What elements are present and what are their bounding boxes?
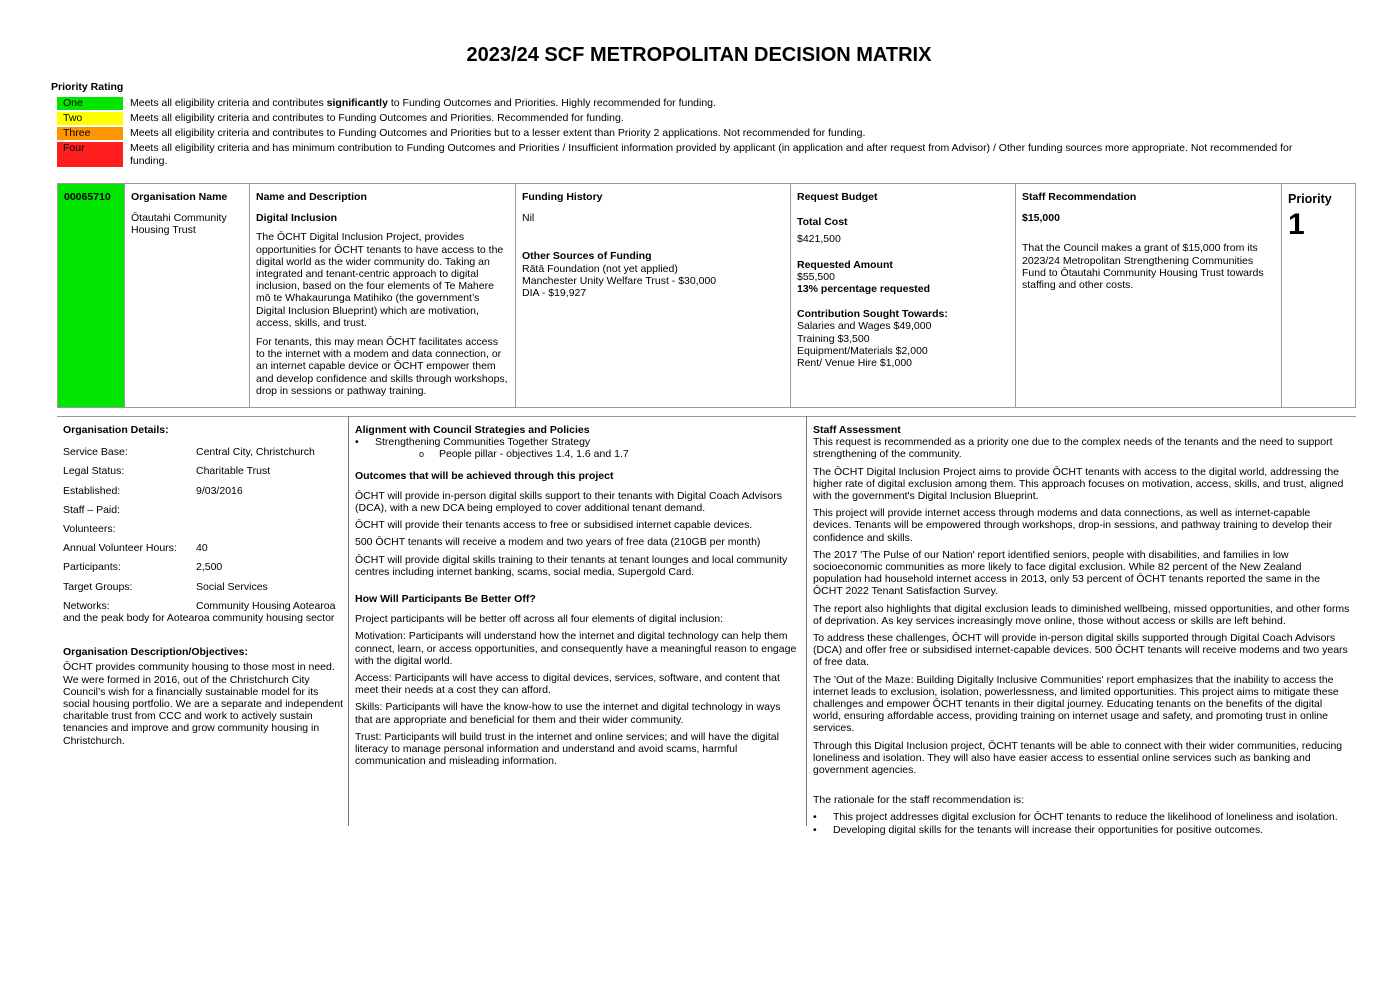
- assessment-paragraph: The ŌCHT Digital Inclusion Project aims to provide ŌCHT tenants with access to the digital world, addressing the higher rate of digital exclusion among them. This approach focuses on motivation, access, skills, and trust, aligned with the government's Digital Inclusion Blueprint.: [813, 465, 1344, 503]
- project-description-2: For tenants, this may mean ŌCHT facilitates access to the internet with a modem and data connection, or an internet capable device or ŌCHT empower them and develop confidence and skills through workshops, drop in sessions or pathway training.: [256, 336, 508, 397]
- project-description-1: The ŌCHT Digital Inclusion Project, provides opportunities for ŌCHT tenants to have access to the digital world as the wider community do. Taking an integrated and tenant-centric approach to digital inclusion, based on the four elements of Te Mahere mō te Whakaurunga Matihiko (the government’s Digital Inclusion Blueprint) which are motivation, access, skills, and trust.: [256, 231, 504, 329]
- organisation-description: ŌCHT provides community housing to those most in need. We were formed in 2016, out of the Christchurch City Council’s wish for a financially sustainable model for its social housing portfolio. We are a separate and independent charitable trust from CCC and work to actively sustain tenancies and improve and grow community housing in Christchurch.: [63, 661, 343, 747]
- outcome-item: ŌCHT will provide their tenants access to free or subsidised internet capable devices.: [355, 519, 753, 532]
- priority-three-text: Meets all eligibility criteria and contributes to Funding Outcomes and Priorities but to a lesser extent than Priority 2 applications. Not recommended for funding.: [130, 127, 866, 139]
- priority-two-text: Meets all eligibility criteria and contributes to Funding Outcomes and Priorities. Recommended for funding.: [130, 112, 624, 124]
- detail-row: Legal Status: Charitable Trust: [63, 465, 271, 478]
- contribution-label: Contribution Sought Towards:: [797, 308, 948, 321]
- legend-row-one: [57, 97, 1327, 110]
- outcome-item: ŌCHT will provide in-person digital skills support to their tenants with Digital Coach Advisors (DCA), with a new DCA being employed to cover additional tenant demand.: [355, 489, 782, 515]
- column-divider: [806, 416, 807, 826]
- assessment-paragraph: To address these challenges, ŌCHT will provide in-person digital skills supported through Digital Coach Advisors (DCA) and offer free or subsidised internet-capable devices. 500 ŌCHT tenants will receive modems and two years of free data.: [813, 632, 1348, 669]
- staff-assessment-heading: Staff Assessment: [813, 424, 901, 436]
- description-cell: [250, 184, 516, 407]
- priority-heading: Priority: [1288, 192, 1332, 206]
- contribution-item: Training $3,500: [797, 332, 870, 345]
- contribution-item: Rent/ Venue Hire $1,000: [797, 357, 912, 370]
- staff-assessment-column: [813, 424, 1350, 836]
- organisation-cell: [125, 184, 250, 407]
- legend-row-four: [57, 142, 1327, 167]
- priority-three-swatch: Three: [57, 127, 123, 140]
- better-off-item: Project participants will be better off across all four elements of digital inclusion:: [355, 613, 724, 626]
- organisation-details-heading: Organisation Details:: [63, 424, 169, 436]
- detail-row: Staff – Paid:: [63, 503, 121, 516]
- better-off-item: Trust: Participants will build trust in the internet and online services; and will have the digital literacy to manage personal information and understand and avoid scams, harmful communication and misleading information.: [355, 730, 779, 768]
- budget-cell: [791, 184, 1016, 407]
- networks-continued: and the peak body for Aotearoa community housing sector: [63, 612, 335, 625]
- detail-row: Participants: 2,500: [63, 561, 223, 574]
- alignment-heading: Alignment with Council Strategies and Policies: [355, 424, 590, 436]
- strategy-list: [355, 436, 800, 460]
- outcomes-heading: Outcomes that will be achieved through this project: [355, 469, 614, 482]
- section-divider: [57, 416, 1356, 417]
- better-off-item: Skills: Participants will have the know-how to use the internet and digital technology in ways that are appropriate and beneficial for them and their wider community.: [355, 701, 781, 726]
- detail-row: Established: 9/03/2016: [63, 484, 243, 497]
- page-title: 2023/24 SCF METROPOLITAN DECISION MATRIX: [466, 44, 932, 66]
- priority-four-text: Meets all eligibility criteria and has minimum contribution to Funding Outcomes and Priorities / Insufficient information provided by applicant (in application and after request from Advisor) / Other funding sources more appropriate. Not recommended for funding.: [130, 142, 1293, 167]
- assessment-paragraph: The 'Out of the Maze: Building Digitally Inclusive Communities' report emphasizes that the inability to access the internet leads to exclusion, isolation, powerlessness, and limited opportunities. This project aims to mitigate these challenges and empower ŌCHT tenants in their digital journey. Educating tenants on the benefits of the digital world, ensuring affordable access, providing training on internet usage and safety, and promoting trust in online services.: [813, 673, 1339, 735]
- column-divider: [348, 416, 349, 826]
- other-source-item: Manchester Unity Welfare Trust - $30,000: [522, 274, 717, 287]
- detail-row: Service Base: Central City, Christchurch: [63, 446, 315, 459]
- other-source-item: Rātā Foundation (not yet applied): [522, 262, 678, 275]
- total-cost-label: Total Cost: [797, 216, 848, 229]
- priority-one-swatch: One: [57, 97, 123, 110]
- assessment-paragraph: This project will provide internet access through modems and data connections, as well as internet-capable devices. Tenants will be empowered through workshops, drop-in sessions, and pathway training to develop their confidence and skills.: [813, 507, 1333, 544]
- priority-four-swatch: Four: [57, 142, 123, 167]
- priority-two-swatch: Two: [57, 112, 123, 125]
- percentage-requested: 13% percentage requested: [797, 283, 931, 296]
- priority-legend: [57, 97, 1327, 169]
- outcome-item: 500 ŌCHT tenants will receive a modem and two years of free data (210GB per month): [355, 536, 761, 549]
- organisation-name-heading: Organisation Name: [131, 191, 228, 203]
- rationale-item: • Developing digital skills for the tenants will increase their opportunities for positive outcomes.: [813, 824, 1350, 836]
- rationale-list: [813, 811, 1350, 835]
- other-sources-heading: Other Sources of Funding: [522, 250, 652, 263]
- rationale-intro: The rationale for the staff recommendation is:: [813, 794, 1025, 807]
- staff-recommendation-text: That the Council makes a grant of $15,000 from its 2023/24 Metropolitan Strengthening Communities Fund to Ōtautahi Community Housing Trust towards staffing and other costs.: [1022, 242, 1264, 292]
- priority-value: 1: [1288, 208, 1305, 242]
- assessment-paragraph: Through this Digital Inclusion project, ŌCHT tenants will be able to connect with their wider communities, reducing loneliness and isolation. They will also have easier access to essential online services such as banking and government agencies.: [813, 739, 1343, 777]
- project-name: Digital Inclusion: [256, 212, 338, 225]
- strategy-sub-item: o People pillar - objectives 1.4, 1.6 and 1.7: [355, 448, 800, 460]
- priority-rating-heading: Priority Rating: [51, 81, 124, 93]
- outcome-item: ŌCHT will provide digital skills training to their tenants at tenant lounges and local community centres including internet banking, scams, social media, Supergold Card.: [355, 553, 788, 578]
- application-id: 00065710: [58, 184, 125, 407]
- requested-amount-value: $55,500: [797, 270, 835, 283]
- application-row: [57, 183, 1356, 408]
- strategy-item: • Strengthening Communities Together Strategy: [355, 436, 800, 448]
- alignment-column: [355, 424, 800, 772]
- contribution-item: Equipment/Materials $2,000: [797, 344, 928, 357]
- organisation-name: Ōtautahi Community Housing Trust: [131, 212, 227, 237]
- priority-cell: [1282, 184, 1355, 407]
- better-off-item: Access: Participants will have access to digital devices, services, software, and content that meet their needs at a cost they can afford.: [355, 672, 780, 697]
- networks-row: Networks: Community Housing Aotearoa: [63, 599, 336, 612]
- rationale-item: • This project addresses digital exclusion for ŌCHT tenants to reduce the likelihood of loneliness and isolation.: [813, 811, 1350, 823]
- funding-history-value: Nil: [522, 212, 535, 225]
- detail-row: Annual Volunteer Hours: 40: [63, 542, 208, 555]
- assessment-paragraph: This request is recommended as a priority one due to the complex needs of the tenants and the need to support strengthening of the community.: [813, 436, 1333, 461]
- better-off-item: Motivation: Participants will understand how the internet and digital technology can help them connect, learn, or access opportunities, and consequently have a meaningful reason to engage with the digital world.: [355, 630, 797, 667]
- staff-recommendation-cell: [1016, 184, 1282, 407]
- staff-recommendation-heading: Staff Recommendation: [1022, 191, 1137, 203]
- assessment-paragraph: The 2017 'The Pulse of our Nation' report identified seniors, people with disabilities, and families in low socioeconomic communities as more likely to face digital exclusion. While 82 percent of the New Zealand population had household internet access in 2013, only 53 percent of ŌCHT tenants reported the same in the ŌCHT 2022 Tenant Satisfaction Survey.: [813, 548, 1321, 598]
- other-source-item: DIA - $19,927: [522, 287, 587, 300]
- better-off-heading: How Will Participants Be Better Off?: [355, 593, 536, 606]
- legend-row-two: [57, 112, 1327, 125]
- total-cost-value: $421,500: [797, 233, 841, 246]
- request-budget-heading: Request Budget: [797, 191, 878, 203]
- assessment-paragraph: The report also highlights that digital exclusion leads to diminished wellbeing, missed opportunities, and other forms of deprivation. As key services increasingly move online, those without access or skills are left behind.: [813, 602, 1350, 627]
- organisation-details-column: [63, 424, 345, 747]
- detail-row: Target Groups: Social Services: [63, 580, 268, 593]
- name-description-heading: Name and Description: [256, 191, 367, 203]
- legend-row-three: [57, 127, 1327, 140]
- priority-one-text: Meets all eligibility criteria and contributes significantly to Funding Outcomes and Priorities. Highly recommended for funding.: [130, 97, 716, 109]
- detail-row: Volunteers:: [63, 523, 116, 536]
- funding-history-heading: Funding History: [522, 191, 603, 203]
- staff-recommended-amount: $15,000: [1022, 212, 1060, 225]
- funding-cell: [516, 184, 791, 407]
- organisation-description-heading: Organisation Description/Objectives:: [63, 646, 248, 659]
- contribution-item: Salaries and Wages $49,000: [797, 320, 932, 333]
- requested-amount-label: Requested Amount: [797, 258, 893, 271]
